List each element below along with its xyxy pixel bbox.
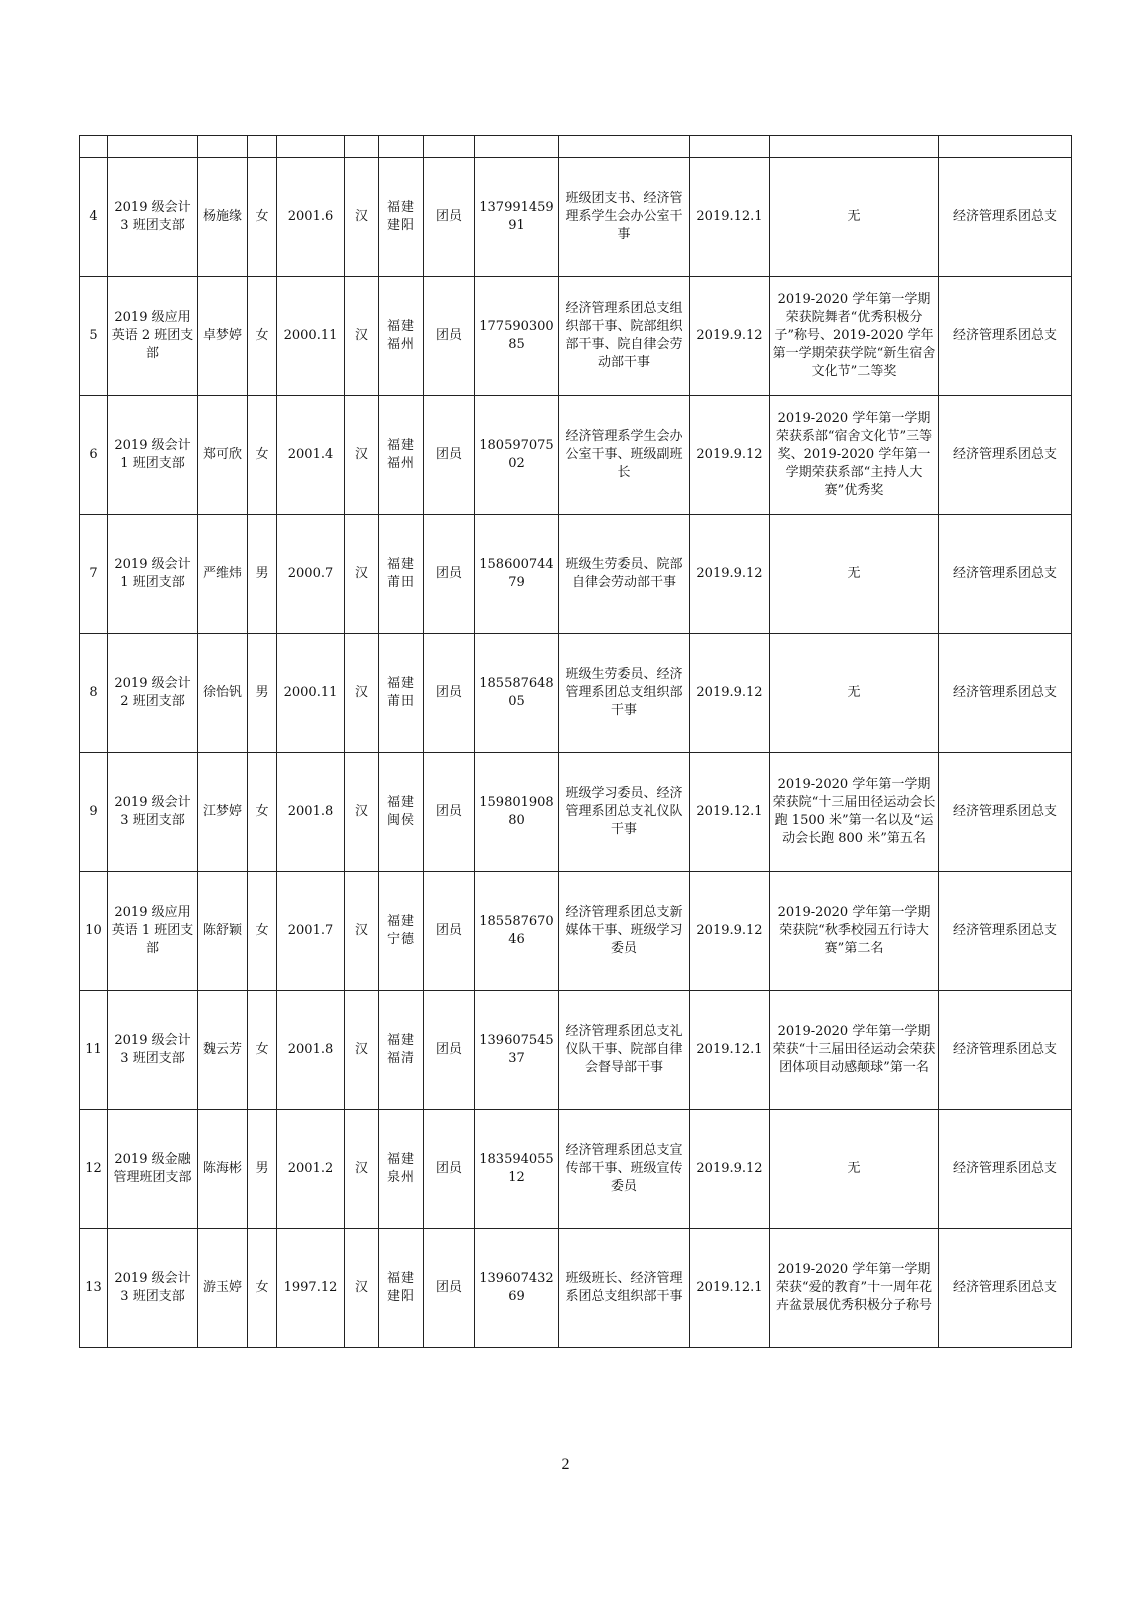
ethnicity-cell: 汉 bbox=[345, 396, 379, 515]
native-place-cell: 福建福州 bbox=[379, 396, 424, 515]
awards-cell: 2019-2020 学年第一学期荣获院“秋季校园五行诗大赛”第二名 bbox=[770, 872, 939, 991]
native-place-cell: 福建福清 bbox=[379, 991, 424, 1110]
league-branch-cell: 2019 级会计 1 班团支部 bbox=[108, 515, 198, 634]
member-roster-table bbox=[79, 135, 1072, 1348]
awards-cell: 2019-2020 学年第一学期荣获“爱的教育”十一周年花卉盆景展优秀积极分子称号 bbox=[770, 1229, 939, 1348]
positions-held-cell: 班级学习委员、经济管理系团总支礼仪队干事 bbox=[559, 753, 690, 872]
recommending-unit-cell: 经济管理系团总支 bbox=[939, 277, 1072, 396]
table-row bbox=[80, 753, 1072, 872]
ethnicity-cell: 汉 bbox=[345, 158, 379, 277]
recommending-unit-cell: 经济管理系团总支 bbox=[939, 872, 1072, 991]
phone-number-cell: 13799145991 bbox=[475, 158, 559, 277]
birth-date-cell: 2001.4 bbox=[277, 396, 345, 515]
political-status-cell: 团员 bbox=[424, 634, 475, 753]
phone-number-cell: 13960754537 bbox=[475, 991, 559, 1110]
table-row bbox=[80, 396, 1072, 515]
gender-cell: 男 bbox=[248, 1110, 277, 1229]
row-number-cell: 6 bbox=[80, 396, 108, 515]
native-place-cell: 福建莆田 bbox=[379, 634, 424, 753]
league-branch-cell: 2019 级应用英语 2 班团支部 bbox=[108, 277, 198, 396]
league-branch-cell: 2019 级会计 2 班团支部 bbox=[108, 634, 198, 753]
table-row bbox=[80, 872, 1072, 991]
recommending-unit-cell: 经济管理系团总支 bbox=[939, 634, 1072, 753]
political-status-cell: 团员 bbox=[424, 158, 475, 277]
phone-number-cell: 18558767046 bbox=[475, 872, 559, 991]
birth-date-cell: 2000.11 bbox=[277, 277, 345, 396]
political-status-cell: 团员 bbox=[424, 515, 475, 634]
join-date-cell: 2019.12.1 bbox=[690, 753, 770, 872]
table-row bbox=[80, 634, 1072, 753]
gender-cell: 男 bbox=[248, 515, 277, 634]
join-date-cell: 2019.9.12 bbox=[690, 634, 770, 753]
birth-date-cell: 2000.7 bbox=[277, 515, 345, 634]
positions-held-cell: 经济管理系学生会办公室干事、班级副班长 bbox=[559, 396, 690, 515]
recommending-unit-cell: 经济管理系团总支 bbox=[939, 158, 1072, 277]
political-status-cell: 团员 bbox=[424, 872, 475, 991]
birth-date-cell: 2001.7 bbox=[277, 872, 345, 991]
political-status-cell: 团员 bbox=[424, 396, 475, 515]
phone-number-cell: 15860074479 bbox=[475, 515, 559, 634]
positions-held-cell: 经济管理系团总支礼仪队干事、院部自律会督导部干事 bbox=[559, 991, 690, 1110]
table-row bbox=[80, 1229, 1072, 1348]
recommending-unit-cell: 经济管理系团总支 bbox=[939, 1110, 1072, 1229]
gender-cell: 女 bbox=[248, 1229, 277, 1348]
positions-held-cell: 经济管理系团总支宣传部干事、班级宣传委员 bbox=[559, 1110, 690, 1229]
gender-cell: 男 bbox=[248, 634, 277, 753]
ethnicity-cell: 汉 bbox=[345, 1229, 379, 1348]
ethnicity-cell: 汉 bbox=[345, 753, 379, 872]
league-branch-cell: 2019 级会计 3 班团支部 bbox=[108, 1229, 198, 1348]
recommending-unit-cell: 经济管理系团总支 bbox=[939, 1229, 1072, 1348]
positions-held-cell: 班级团支书、经济管理系学生会办公室干事 bbox=[559, 158, 690, 277]
birth-date-cell: 2001.8 bbox=[277, 753, 345, 872]
political-status-cell: 团员 bbox=[424, 277, 475, 396]
ethnicity-cell: 汉 bbox=[345, 515, 379, 634]
join-date-cell: 2019.9.12 bbox=[690, 515, 770, 634]
ethnicity-cell: 汉 bbox=[345, 277, 379, 396]
political-status-cell: 团员 bbox=[424, 1229, 475, 1348]
gender-cell: 女 bbox=[248, 753, 277, 872]
phone-number-cell: 18359405512 bbox=[475, 1110, 559, 1229]
gender-cell: 女 bbox=[248, 277, 277, 396]
ethnicity-cell: 汉 bbox=[345, 1110, 379, 1229]
table-row bbox=[80, 158, 1072, 277]
league-branch-cell: 2019 级会计 3 班团支部 bbox=[108, 991, 198, 1110]
member-name-cell: 杨施缘 bbox=[198, 158, 248, 277]
phone-number-cell: 18059707502 bbox=[475, 396, 559, 515]
table-row bbox=[80, 1110, 1072, 1229]
positions-held-cell: 经济管理系团总支组织部干事、院部组织部干事、院自律会劳动部干事 bbox=[559, 277, 690, 396]
member-name-cell: 魏云芳 bbox=[198, 991, 248, 1110]
join-date-cell: 2019.9.12 bbox=[690, 277, 770, 396]
recommending-unit-cell: 经济管理系团总支 bbox=[939, 515, 1072, 634]
awards-cell: 2019-2020 学年第一学期荣获“十三届田径运动会荣获团体项目动感颠球”第一名 bbox=[770, 991, 939, 1110]
ethnicity-cell: 汉 bbox=[345, 872, 379, 991]
awards-cell: 2019-2020 学年第一学期荣获系部“宿舍文化节”三等奖、2019-2020 学年第一学期荣获系部“主持人大赛”优秀奖 bbox=[770, 396, 939, 515]
awards-cell: 2019-2020 学年第一学期荣获院舞者“优秀积极分子”称号、2019-2020 学年第一学期荣获学院“新生宿舍文化节”二等奖 bbox=[770, 277, 939, 396]
awards-cell: 2019-2020 学年第一学期荣获院“十三届田径运动会长跑 1500 米”第一名以及“运动会长跑 800 米”第五名 bbox=[770, 753, 939, 872]
awards-cell: 无 bbox=[770, 158, 939, 277]
birth-date-cell: 2000.11 bbox=[277, 634, 345, 753]
native-place-cell: 福建莆田 bbox=[379, 515, 424, 634]
member-name-cell: 游玉婷 bbox=[198, 1229, 248, 1348]
row-number-cell: 13 bbox=[80, 1229, 108, 1348]
row-number-cell: 5 bbox=[80, 277, 108, 396]
table-row bbox=[80, 991, 1072, 1110]
positions-held-cell: 班级生劳委员、经济管理系团总支组织部干事 bbox=[559, 634, 690, 753]
table-top-strip bbox=[80, 136, 1072, 158]
gender-cell: 女 bbox=[248, 872, 277, 991]
native-place-cell: 福建泉州 bbox=[379, 1110, 424, 1229]
birth-date-cell: 1997.12 bbox=[277, 1229, 345, 1348]
gender-cell: 女 bbox=[248, 991, 277, 1110]
league-branch-cell: 2019 级会计 3 班团支部 bbox=[108, 158, 198, 277]
ethnicity-cell: 汉 bbox=[345, 991, 379, 1110]
phone-number-cell: 15980190880 bbox=[475, 753, 559, 872]
row-number-cell: 11 bbox=[80, 991, 108, 1110]
political-status-cell: 团员 bbox=[424, 753, 475, 872]
native-place-cell: 福建建阳 bbox=[379, 158, 424, 277]
gender-cell: 女 bbox=[248, 396, 277, 515]
join-date-cell: 2019.12.1 bbox=[690, 1229, 770, 1348]
positions-held-cell: 经济管理系团总支新媒体干事、班级学习委员 bbox=[559, 872, 690, 991]
table-row bbox=[80, 277, 1072, 396]
native-place-cell: 福建建阳 bbox=[379, 1229, 424, 1348]
row-number-cell: 4 bbox=[80, 158, 108, 277]
recommending-unit-cell: 经济管理系团总支 bbox=[939, 991, 1072, 1110]
awards-cell: 无 bbox=[770, 1110, 939, 1229]
member-name-cell: 卓梦婷 bbox=[198, 277, 248, 396]
join-date-cell: 2019.12.1 bbox=[690, 158, 770, 277]
phone-number-cell: 13960743269 bbox=[475, 1229, 559, 1348]
join-date-cell: 2019.9.12 bbox=[690, 396, 770, 515]
ethnicity-cell: 汉 bbox=[345, 634, 379, 753]
league-branch-cell: 2019 级金融管理班团支部 bbox=[108, 1110, 198, 1229]
league-branch-cell: 2019 级应用英语 1 班团支部 bbox=[108, 872, 198, 991]
league-branch-cell: 2019 级会计 1 班团支部 bbox=[108, 396, 198, 515]
awards-cell: 无 bbox=[770, 634, 939, 753]
positions-held-cell: 班级班长、经济管理系团总支组织部干事 bbox=[559, 1229, 690, 1348]
join-date-cell: 2019.12.1 bbox=[690, 991, 770, 1110]
league-branch-cell: 2019 级会计 3 班团支部 bbox=[108, 753, 198, 872]
phone-number-cell: 17759030085 bbox=[475, 277, 559, 396]
native-place-cell: 福建闽侯 bbox=[379, 753, 424, 872]
member-name-cell: 陈海彬 bbox=[198, 1110, 248, 1229]
native-place-cell: 福建福州 bbox=[379, 277, 424, 396]
page-number: 2 bbox=[561, 1456, 570, 1473]
positions-held-cell: 班级生劳委员、院部自律会劳动部干事 bbox=[559, 515, 690, 634]
row-number-cell: 10 bbox=[80, 872, 108, 991]
member-name-cell: 徐怡钒 bbox=[198, 634, 248, 753]
birth-date-cell: 2001.8 bbox=[277, 991, 345, 1110]
join-date-cell: 2019.9.12 bbox=[690, 1110, 770, 1229]
birth-date-cell: 2001.2 bbox=[277, 1110, 345, 1229]
row-number-cell: 8 bbox=[80, 634, 108, 753]
phone-number-cell: 18558764805 bbox=[475, 634, 559, 753]
awards-cell: 无 bbox=[770, 515, 939, 634]
join-date-cell: 2019.9.12 bbox=[690, 872, 770, 991]
member-name-cell: 严维炜 bbox=[198, 515, 248, 634]
table-row bbox=[80, 515, 1072, 634]
birth-date-cell: 2001.6 bbox=[277, 158, 345, 277]
member-name-cell: 郑可欣 bbox=[198, 396, 248, 515]
row-number-cell: 12 bbox=[80, 1110, 108, 1229]
row-number-cell: 9 bbox=[80, 753, 108, 872]
political-status-cell: 团员 bbox=[424, 991, 475, 1110]
native-place-cell: 福建宁德 bbox=[379, 872, 424, 991]
row-number-cell: 7 bbox=[80, 515, 108, 634]
gender-cell: 女 bbox=[248, 158, 277, 277]
member-name-cell: 陈舒颖 bbox=[198, 872, 248, 991]
recommending-unit-cell: 经济管理系团总支 bbox=[939, 753, 1072, 872]
member-name-cell: 江梦婷 bbox=[198, 753, 248, 872]
recommending-unit-cell: 经济管理系团总支 bbox=[939, 396, 1072, 515]
political-status-cell: 团员 bbox=[424, 1110, 475, 1229]
